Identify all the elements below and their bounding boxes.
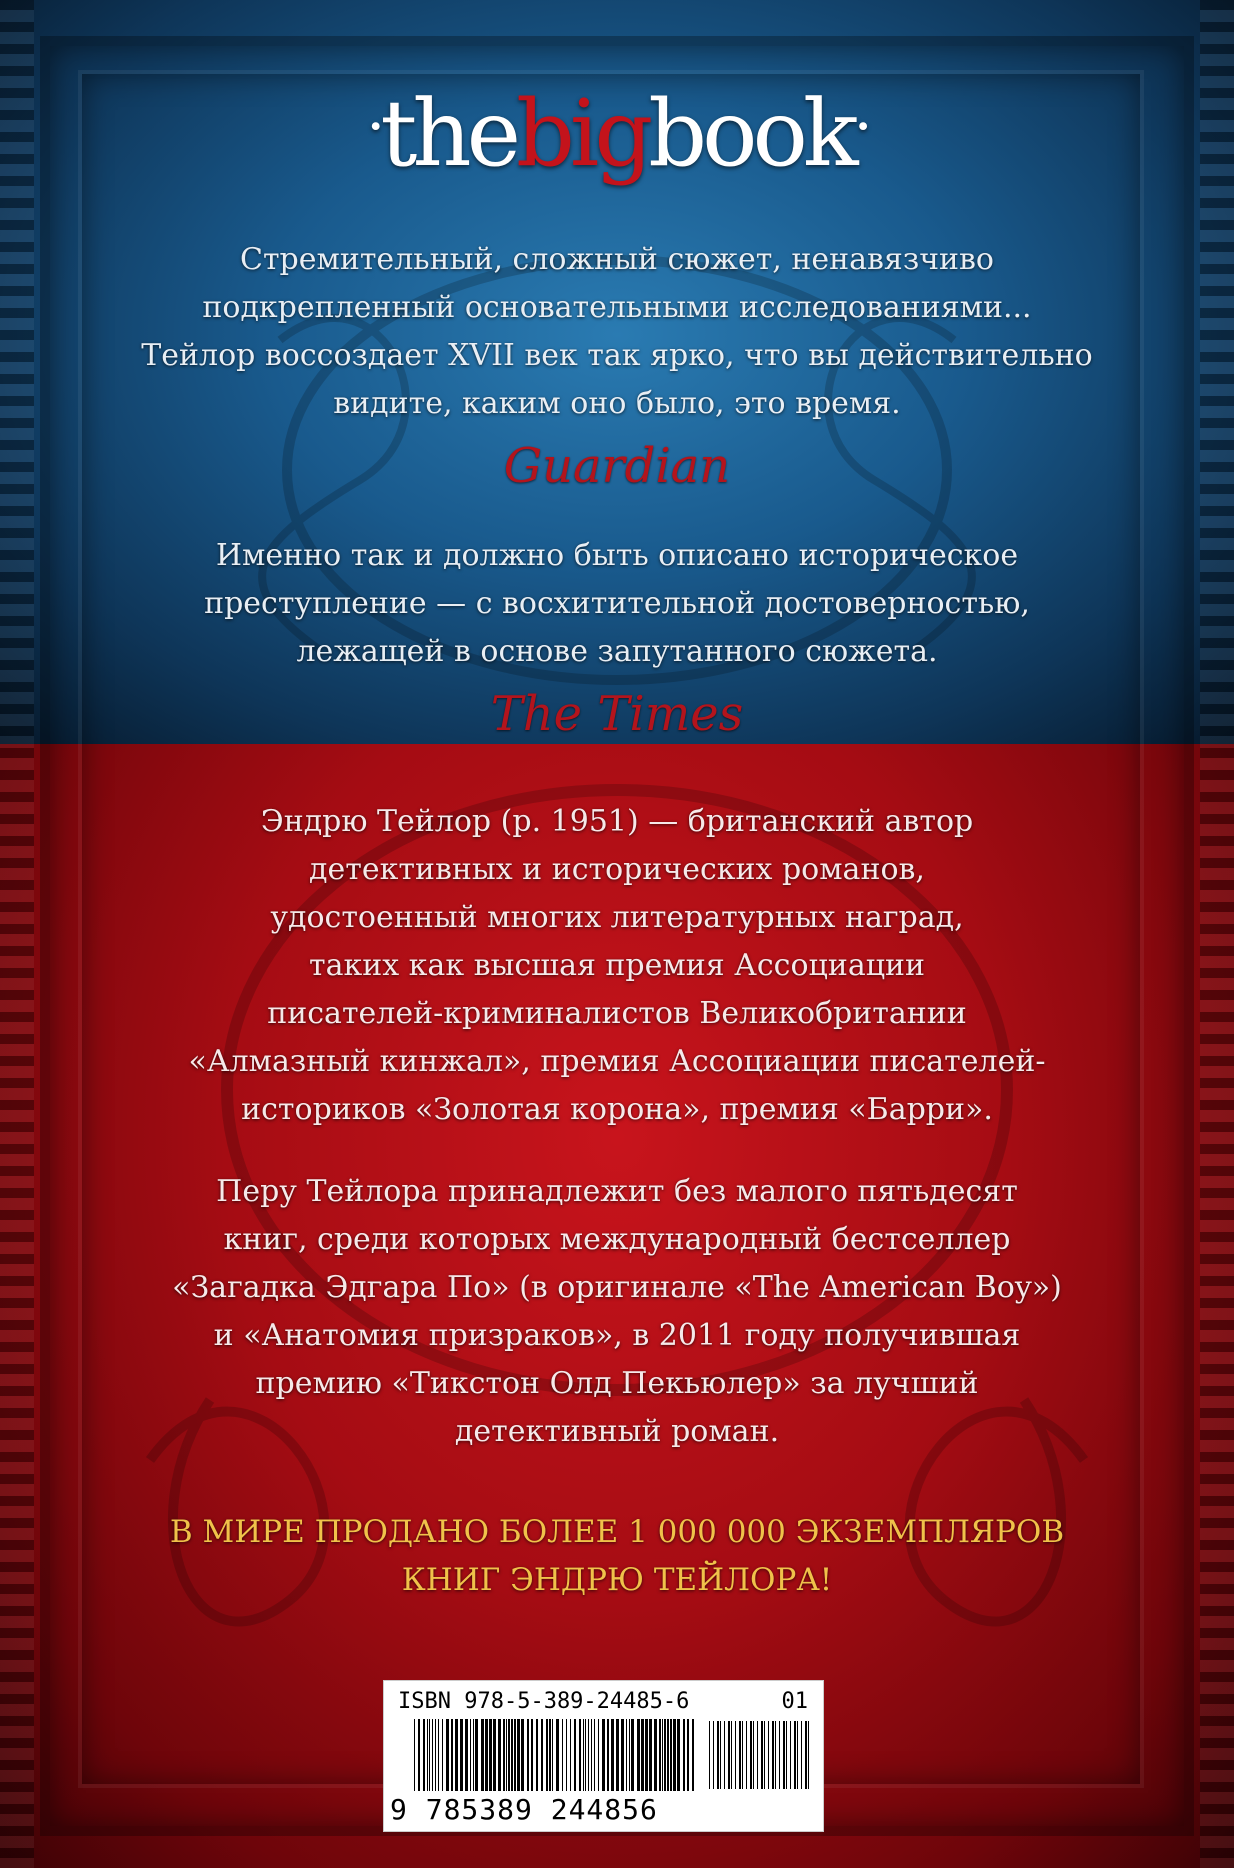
review-line: лежащей в основе запутанного сюжета.: [296, 634, 938, 669]
barcode-digits: 9 785389 244856: [390, 1793, 658, 1826]
bio-line: писателей-криминалистов Великобритании: [267, 996, 967, 1031]
review-line: подкрепленный основательными исследованиями...: [202, 290, 1032, 325]
review-source-guardian: Guardian: [503, 438, 731, 494]
isbn-line: [398, 1689, 808, 1714]
review-line: Тейлор воссоздает XVII век так ярко, что вы действительно: [141, 338, 1093, 373]
review-line: видите, каким оно было, это время.: [333, 386, 901, 421]
sales-claim: [80, 1508, 1154, 1604]
left-decorative-border: [0, 0, 34, 1868]
publisher-logo: ·thebigbook·: [366, 80, 868, 187]
isbn-text: ISBN 978-5-389-24485-6: [398, 1689, 690, 1714]
review-times: [140, 532, 1094, 676]
bio-line: удостоенный многих литературных наград,: [270, 900, 964, 935]
review-line: Стремительный, сложный сюжет, ненавязчиво: [240, 242, 994, 277]
bio-line: и «Анатомия призраков», в 2011 году получившая: [213, 1318, 1021, 1353]
right-decorative-border: [1200, 0, 1234, 1868]
review-line: Именно так и должно быть описано историческое: [215, 538, 1019, 573]
bio-line: «Загадка Эдгара По» (в оригинале «The American Boy»): [172, 1270, 1062, 1305]
isbn-addon: 01: [781, 1689, 808, 1714]
bio-line: книг, среди которых международный бестселлер: [223, 1222, 1011, 1257]
review-guardian: [140, 236, 1094, 428]
barcode-addon-bars: [709, 1721, 809, 1789]
bio-line: Перу Тейлора принадлежит без малого пятьдесят: [216, 1174, 1018, 1209]
bio-line: Эндрю Тейлор (р. 1951) — британский автор: [260, 804, 974, 839]
sales-line: КНИГ ЭНДРЮ ТЕЙЛОРА!: [401, 1562, 833, 1598]
logo-the: the: [380, 80, 517, 187]
bio-line: детективный роман.: [454, 1414, 780, 1449]
review-source-times: The Times: [490, 686, 744, 742]
bio-line: детективных и исторических романов,: [309, 852, 925, 887]
barcode: [383, 1680, 824, 1832]
author-bio-paragraph-2: [120, 1168, 1114, 1456]
sales-line: В МИРЕ ПРОДАНО БОЛЕЕ 1 000 000 ЭКЗЕМПЛЯРОВ: [169, 1514, 1065, 1550]
bio-line: премию «Тикстон Олд Пекьюлер» за лучший: [255, 1366, 979, 1401]
barcode-bars: [414, 1719, 694, 1791]
logo-book: book: [648, 80, 854, 187]
bio-line: таких как высшая премия Ассоциации: [309, 948, 925, 983]
author-bio-paragraph-1: [120, 798, 1114, 1134]
bio-line: «Алмазный кинжал», премия Ассоциации писателей-: [188, 1044, 1046, 1079]
logo-big: big: [516, 80, 649, 187]
review-line: преступление — с восхитительной достоверностью,: [204, 586, 1030, 621]
bio-line: историков «Золотая корона», премия «Барри».: [241, 1092, 993, 1127]
